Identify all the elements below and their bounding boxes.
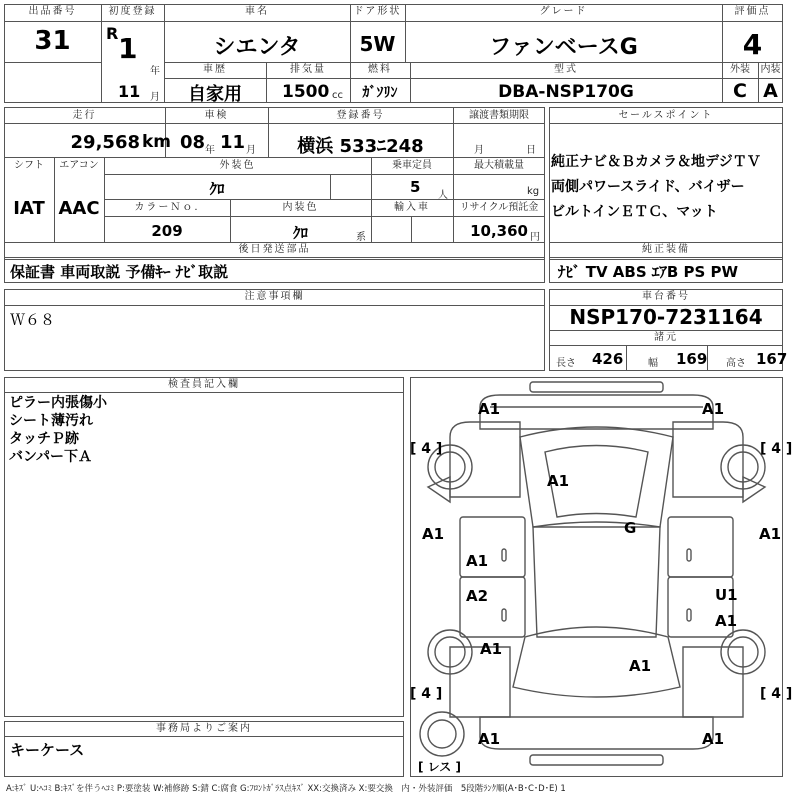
first-reg-label: 初度登録 [108, 6, 157, 17]
history: 自家用 [188, 84, 242, 105]
damage-mark: A1 [478, 730, 501, 748]
chassis-number: NSP170-7231164 [569, 305, 763, 329]
tire-mark: 4 [771, 441, 782, 457]
sales-line: 純正ナビ＆Ｂカメラ＆地デジＴＶ [551, 154, 761, 170]
damage-mark: A1 [422, 525, 445, 543]
mileage-unit: km [142, 132, 172, 152]
model: DBA-NSP170G [498, 82, 634, 102]
tire-bracket-rr: [ 4 ] [760, 686, 793, 702]
width: 169 [676, 350, 708, 368]
tire-mark: 4 [421, 686, 432, 702]
damage-mark: U1 [715, 586, 738, 604]
damage-mark: A1 [629, 657, 652, 675]
length: 426 [592, 350, 624, 368]
transfer-day-unit: 日 [526, 145, 536, 156]
sales-line: 両側パワースライド、バイザー [551, 179, 745, 195]
int-color-label: 内装色 [282, 202, 319, 213]
accessories-label: 後日発送部品 [238, 244, 311, 255]
legend: A:ｷｽﾞ U:ﾍｺﾐ B:ｷｽﾞを伴うﾍｺﾐ P:要塗装 W:補修跡 S:錆 C:腐食 G:ﾌﾛﾝﾄｶﾞﾗｽ点ｷｽﾞ XX:交換済み X:要交換 内・外装評価 5段階ﾗﾝｸ順(A･B･C･D･E) 1 [6, 784, 566, 794]
specs-label: 諸元 [654, 332, 678, 343]
door-type: 5W [359, 32, 396, 56]
plate: 横浜 533ﾆ248 [297, 136, 424, 157]
grade: ファンベースG [489, 35, 638, 60]
inspector-line: シート薄汚れ [9, 413, 93, 429]
damage-mark: A1 [702, 400, 725, 418]
transfer-month-unit: 月 [474, 145, 484, 156]
damage-mark: A2 [466, 587, 489, 605]
inspector-lines [9, 394, 107, 466]
damage-mark: G [624, 519, 637, 537]
history-label: 車歴 [203, 64, 227, 75]
capacity-unit: 人 [438, 190, 448, 201]
damage-mark: A1 [715, 612, 738, 630]
car-diagram [410, 377, 793, 777]
plate-label: 登録番号 [336, 110, 385, 121]
tire-bracket-rl: [ 4 ] [410, 686, 443, 702]
score-label: 評価点 [734, 6, 771, 17]
equipment-label: 純正装備 [642, 244, 690, 255]
ext-color-label: 外装色 [219, 160, 256, 171]
accessories: 保証書 車両取説 予備ｷｰ ﾅﾋﾞ取説 [10, 263, 229, 281]
lot-no: 31 [34, 26, 71, 56]
tire-mark: 4 [421, 441, 432, 457]
fuel-label: 燃料 [368, 64, 392, 75]
score: 4 [742, 28, 763, 61]
sales-point-lines [551, 150, 781, 225]
ext-grade: C [733, 80, 747, 102]
height-label: 高さ [726, 358, 746, 369]
ext-color: ｸﾛ [209, 180, 225, 198]
color-no: 209 [151, 222, 183, 240]
first-reg-year: 1 [118, 32, 138, 65]
damage-mark: A1 [759, 525, 782, 543]
grade-label: グレード [539, 6, 588, 17]
shift: IAT [13, 198, 45, 219]
transfer-label: 譲渡書類期限 [469, 110, 529, 121]
notes: Ｗ６８ [10, 311, 56, 329]
spare-bracket: [ レス ] [418, 760, 461, 774]
tire-brackets [410, 441, 792, 774]
year-unit: 年 [150, 66, 160, 77]
inspection-month-unit: 月 [246, 145, 256, 156]
era: R [106, 24, 119, 43]
inspector-line: タッチＰ跡 [9, 431, 79, 447]
lot-no-label: 出品番号 [28, 6, 77, 17]
inspection-month: 11 [220, 132, 246, 153]
int-grade-label: 内装 [760, 64, 781, 75]
car-name-label: 車名 [245, 6, 269, 17]
inspection-year: 08 [180, 132, 206, 153]
ext-grade-label: 外装 [730, 64, 750, 75]
office-note: キーケース [10, 741, 85, 759]
spare-mark: レス [427, 760, 452, 774]
sales-line: ビルトインＥＴＣ、マット [551, 204, 718, 220]
damage-mark: A1 [478, 400, 501, 418]
tire-bracket-fl: [ 4 ] [410, 441, 443, 457]
displacement: 1500 [282, 82, 330, 102]
int-color: ｸﾛ [292, 224, 308, 242]
recycle-label: リサイクル預託金 [459, 202, 539, 213]
height: 167 [756, 350, 788, 368]
chassis-label: 車台番号 [642, 291, 690, 302]
recycle: 10,360 [470, 222, 528, 240]
tire-bracket-fr: [ 4 ] [760, 441, 793, 457]
mileage: 29,568 [70, 132, 140, 153]
inspector-line: バンパー下Ａ [9, 449, 93, 465]
damage-mark: A1 [480, 640, 503, 658]
color-no-label: カラーＮｏ. [134, 202, 200, 213]
fuel: ｶﾞｿﾘﾝ [362, 85, 398, 101]
door-label: ドア形状 [353, 6, 402, 17]
inspector-line: ピラー内張傷小 [9, 395, 107, 411]
first-reg-month: 11 [118, 82, 141, 101]
shift-label: シフト [14, 160, 44, 171]
displacement-unit: cc [332, 90, 343, 101]
capacity-label: 乗車定員 [392, 160, 432, 171]
inspector-label: 検査員記入欄 [168, 379, 240, 390]
width-label: 幅 [648, 358, 658, 369]
ac: AAC [58, 198, 100, 219]
int-grade: A [763, 80, 778, 102]
equipment: ﾅﾋﾞ TV ABS ｴｱB PS PW [558, 263, 739, 281]
max-load-unit: kg [527, 186, 540, 197]
inspection-year-unit: 年 [205, 145, 215, 156]
sales-point-label: セールスポイント [618, 110, 714, 121]
int-color-unit: 系 [356, 232, 366, 243]
notes-label: 注意事項欄 [244, 291, 305, 302]
displacement-label: 排気量 [290, 64, 326, 75]
model-label: 型式 [554, 64, 578, 75]
office-label: 事務局よりご案内 [156, 723, 252, 734]
capacity: 5 [410, 178, 421, 196]
tire-mark: 4 [771, 686, 782, 702]
damage-mark: A1 [547, 472, 570, 490]
length-label: 長さ [556, 358, 576, 369]
recycle-unit: 円 [530, 232, 540, 243]
inspection-label: 車検 [204, 110, 229, 121]
ac-label: エアコン [59, 160, 99, 171]
mileage-label: 走行 [72, 110, 97, 121]
car-name: シエンタ [213, 35, 301, 60]
max-load-label: 最大積載量 [474, 160, 524, 171]
import-label: 輸入車 [394, 202, 430, 213]
damage-mark: A1 [702, 730, 725, 748]
month-unit: 月 [150, 92, 160, 103]
damage-mark: A1 [466, 552, 489, 570]
